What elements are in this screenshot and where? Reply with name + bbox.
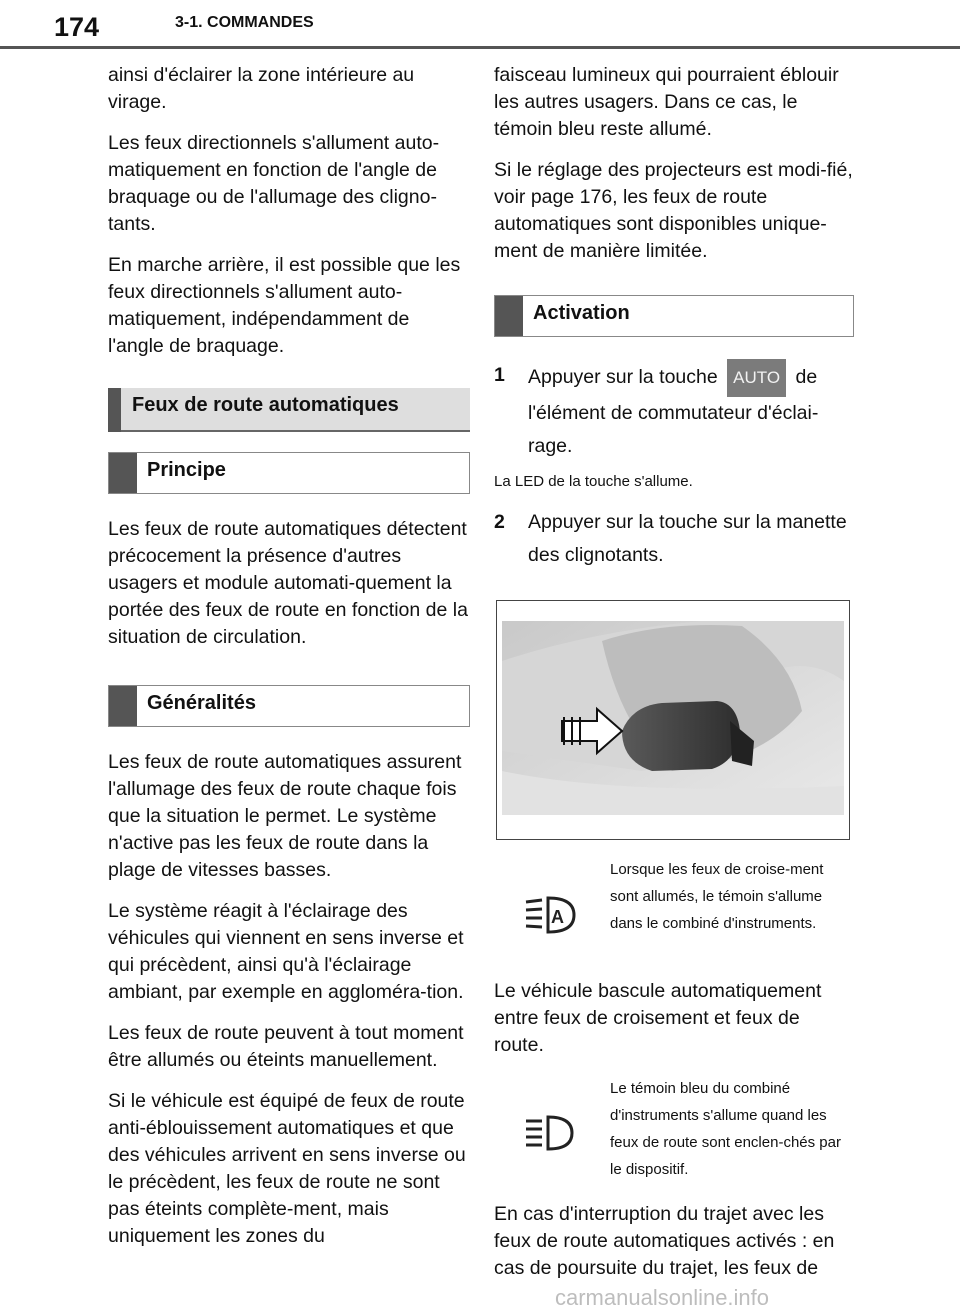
- heading-bar: [109, 453, 137, 493]
- turn-signal-stalk-illustration: [496, 600, 850, 840]
- paragraph: Le véhicule bascule automatiquement entre feux de croisement et feux de route.: [494, 980, 822, 1056]
- left-column: [108, 62, 470, 1264]
- paragraph: ainsi d'éclairer la zone intérieure au virage.: [108, 64, 415, 113]
- paragraph: En cas d'interruption du trajet avec les feux de route automatiques activés : en cas de poursuite du trajet, les feux de: [494, 1203, 835, 1279]
- indicator-row-high-beam: [494, 1075, 854, 1187]
- page-header: [0, 0, 960, 50]
- paragraph: Si le véhicule est équipé de feux de route anti-éblouissement automatiques et que des véhicules arrivent en sens inverse ou le précèdent, les feux de route ne sont pas éteints complète-ment, mais uniquement les zones du: [108, 1090, 466, 1247]
- paragraph: Les feux directionnels s'allument auto-matiquement en fonction de l'angle de braquage ou de l'allumage des cligno-tants.: [108, 132, 440, 235]
- heading-bar: [109, 686, 137, 726]
- section-heading: [108, 388, 470, 432]
- high-beam-indicator-icon: [524, 1115, 580, 1158]
- heading-bar: [495, 296, 523, 336]
- subsection-heading-principe: [108, 452, 470, 494]
- indicator-caption: Lorsque les feux de croise-ment sont allumés, le témoin s'allume dans le combiné d'instruments.: [610, 861, 824, 932]
- paragraph: En marche arrière, il est possible que les feux directionnels s'allument auto-matiquement, indépendamment de l'angle de braquage.: [108, 254, 461, 357]
- chapter-title: 3-1. COMMANDES: [175, 14, 314, 31]
- subsection-title: Principe: [147, 459, 226, 481]
- svg-text:A: A: [551, 907, 564, 927]
- header-rule: [0, 46, 960, 49]
- paragraph: Si le réglage des projecteurs est modi-fié, voir page 176, les feux de route automatiques sont disponibles unique-ment de manière limitée.: [494, 159, 853, 262]
- step-text: Appuyer sur la touche: [528, 366, 718, 389]
- stalk-drawing: [502, 621, 844, 815]
- subsection-title: Activation: [533, 302, 630, 324]
- step-number: 2: [494, 511, 505, 533]
- subsection-title: Généralités: [147, 692, 256, 714]
- paragraph: Les feux de route automatiques assurent l'allumage des feux de route chaque fois que la situation le permet. Le système n'active pas les feux de route dans la plage de vitesses basses.: [108, 751, 462, 881]
- note: La LED de la touche s'allume.: [494, 473, 693, 490]
- section-title: Feux de route automatiques: [132, 394, 399, 416]
- paragraph: Le système réagit à l'éclairage des véhicules qui viennent en sens inverse et qui précèdent, ainsi qu'à l'éclairage ambiant, par exemple en aggloméra-tion.: [108, 900, 464, 1003]
- heading-bar: [108, 388, 121, 432]
- step-number: 1: [494, 364, 505, 386]
- indicator-caption: Le témoin bleu du combiné d'instruments s'allume quand les feux de route sont enclen-chés par le dispositif.: [610, 1080, 841, 1178]
- subsection-heading-activation: [494, 295, 854, 337]
- paragraph: Les feux de route automatiques détectent précocement la présence d'autres usagers et module automati-quement la portée des feux de route en fonction de la situation de circulation.: [108, 518, 468, 648]
- watermark: carmanualsonline.info: [555, 1285, 770, 1310]
- auto-key-icon: AUTO: [727, 359, 786, 397]
- indicator-row-auto: [494, 856, 854, 968]
- page-number: 174: [54, 12, 100, 42]
- step-1: [494, 359, 854, 463]
- step-text: de l'élément de commutateur d'éclai-rage.: [528, 366, 819, 457]
- paragraph: Les feux de route peuvent à tout moment être allumés ou éteints manuellement.: [108, 1022, 464, 1071]
- auto-high-beam-indicator-icon: [524, 894, 580, 941]
- paragraph: faisceau lumineux qui pourraient éblouir les autres usagers. Dans ce cas, le témoin bleu reste allumé.: [494, 64, 839, 140]
- right-column: [494, 62, 854, 1296]
- step-text: Appuyer sur la touche sur la manette des clignotants.: [528, 511, 847, 566]
- step-2: [494, 506, 854, 572]
- subsection-heading-generalites: [108, 685, 470, 727]
